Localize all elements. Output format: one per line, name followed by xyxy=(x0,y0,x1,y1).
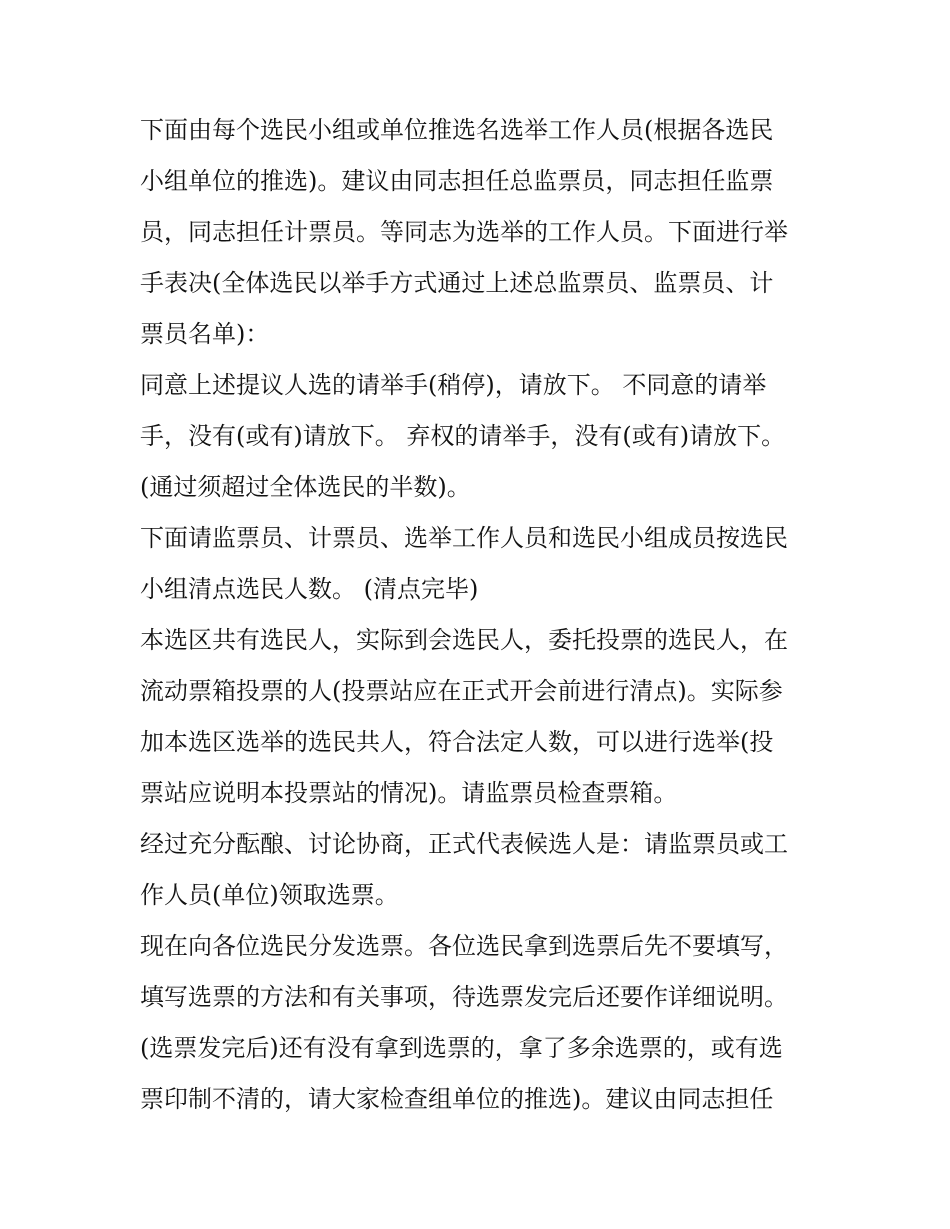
paragraph-show-of-hands xyxy=(140,360,820,513)
text-line: 小组单位的推选)。建议由同志担任总监票员，同志担任监票 xyxy=(140,167,774,195)
paragraph-ballot-distribution xyxy=(140,921,820,1125)
text-line: 下面请监票员、计票员、选举工作人员和选民小组成员按选民 xyxy=(140,524,788,552)
paragraph-headcount xyxy=(140,513,820,615)
text-line: 小组清点选民人数。 (清点完毕) xyxy=(140,575,479,603)
text-line: 填写选票的方法和有关事项，待选票发完后还要作详细说明。 xyxy=(140,983,788,1011)
document-body xyxy=(140,105,820,1125)
text-line: 作人员(单位)领取选票。 xyxy=(140,881,399,909)
text-line: 票印制不清的，请大家检查组单位的推选)。建议由同志担任 xyxy=(140,1085,774,1113)
text-line: 手表决(全体选民以举手方式通过上述总监票员、监票员、计 xyxy=(140,269,774,297)
text-line: 下面由每个选民小组或单位推选名选举工作人员(根据各选民 xyxy=(140,116,774,144)
text-line: 现在向各位选民分发选票。各位选民拿到选票后先不要填写， xyxy=(140,932,788,960)
paragraph-candidates xyxy=(140,819,820,921)
text-line: 票站应说明本投票站的情况)。请监票员检查票箱。 xyxy=(140,779,678,807)
paragraph-election-staff xyxy=(140,105,820,360)
text-line: 经过充分酝酿、讨论协商，正式代表候选人是：请监票员或工 xyxy=(140,830,788,858)
text-line: 加本选区选举的选民共人，符合法定人数，可以进行选举(投 xyxy=(140,728,774,756)
text-line: 票员名单)： xyxy=(140,320,270,348)
text-line: 流动票箱投票的人(投票站应在正式开会前进行清点)。实际参 xyxy=(140,677,783,705)
text-line: 员，同志担任计票员。等同志为选举的工作人员。下面进行举 xyxy=(140,218,788,246)
text-line: 手，没有(或有)请放下。 弃权的请举手，没有(或有)请放下。 xyxy=(140,422,786,450)
paragraph-voter-count xyxy=(140,615,820,819)
text-line: 本选区共有选民人，实际到会选民人，委托投票的选民人，在 xyxy=(140,626,788,654)
text-line: (通过须超过全体选民的半数)。 xyxy=(140,473,471,501)
text-line: (选票发完后)还有没有拿到选票的，拿了多余选票的，或有选 xyxy=(140,1034,783,1062)
text-line: 同意上述提议人选的请举手(稍停)，请放下。 不同意的请举 xyxy=(140,371,767,399)
